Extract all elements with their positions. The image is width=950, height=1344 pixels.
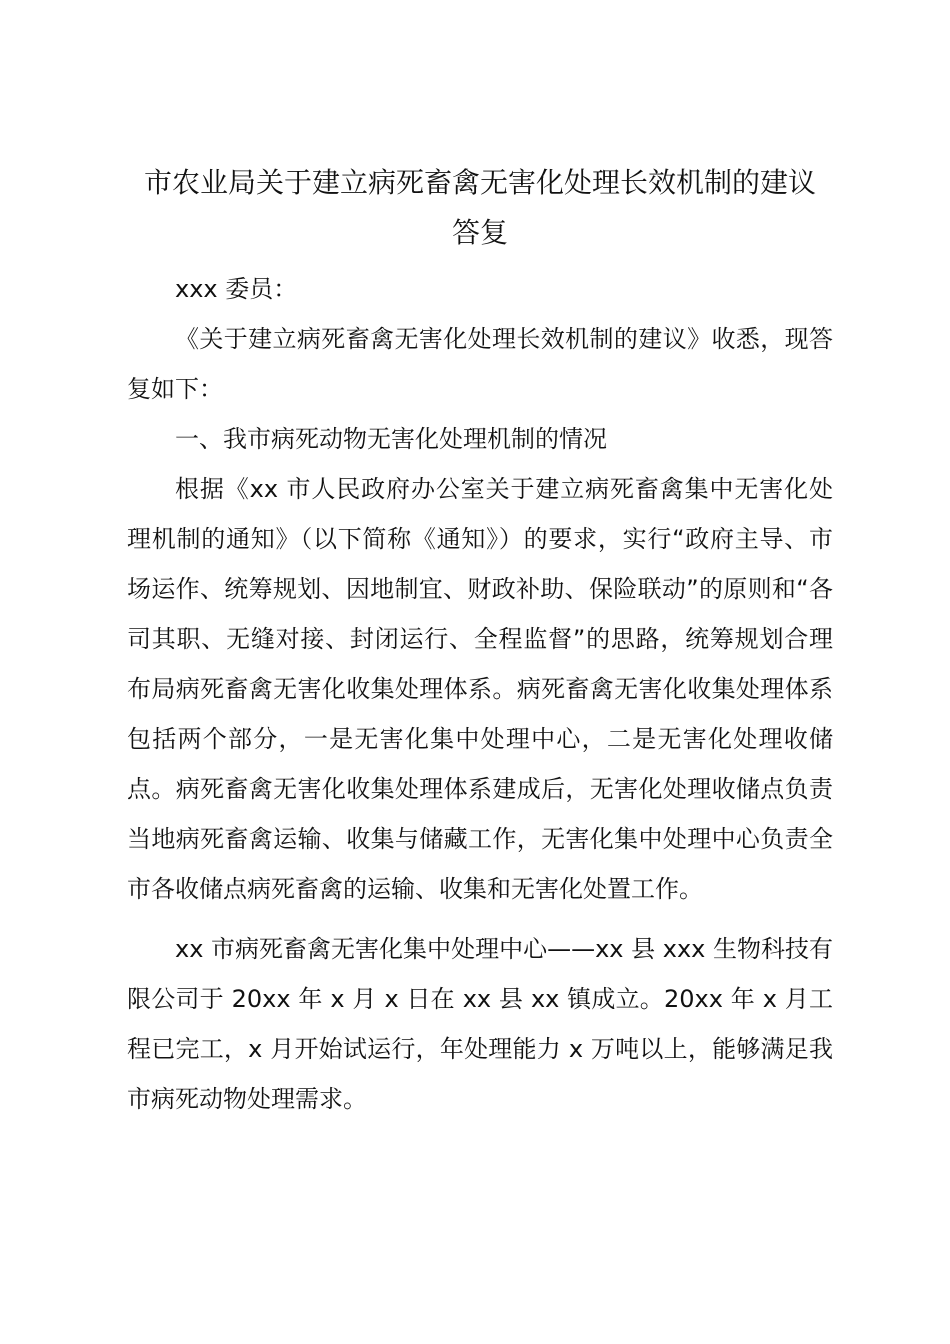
document-title-line-1: 市农业局关于建立病死畜禽无害化处理长效机制的建议	[143, 166, 816, 199]
paragraph-mechanism: 根据《xx 市人民政府办公室关于建立病死畜禽集中无害化处理机制的通知》（以下简称《通知》）的要求，实行“政府主导、市场运作、统筹规划、因地制宜、财政补助、保险联动”的原则和“各司其职、无缝对接、封闭运行、全程监督”的思路，统筹规划合理布局病死畜禽无害化收集处理体系。病死畜禽无害化收集处理体系包括两个部分，一是无害化集中处理中心，二是无害化处理收储点。病死畜禽无害化收集处理体系建成后，无害化处理收储点负责当地病死畜禽运输、收集与储藏工作，无害化集中处理中心负责全市各收储点病死畜禽的运输、收集和无害化处置工作。	[127, 475, 833, 903]
salutation: xxx 委员：	[175, 275, 298, 303]
document-body	[127, 158, 833, 1124]
document-title-line-2: 答复	[451, 216, 508, 249]
paragraph-acknowledgement: 《关于建立病死畜禽无害化处理长效机制的建议》收悉，现答复如下：	[127, 325, 833, 403]
section-heading-1: 一、我市病死动物无害化处理机制的情况	[175, 425, 607, 453]
document-title	[127, 158, 833, 258]
paragraph-processing-center: xx 市病死畜禽无害化集中处理中心——xx 县 xxx 生物科技有限公司于 20xx 年 x 月 x 日在 xx 县 xx 镇成立。20xx 年 x 月工程已完工，x 月开始试运行，年处理能力 x 万吨以上，能够满足我市病死动物处理需求。	[127, 935, 833, 1113]
